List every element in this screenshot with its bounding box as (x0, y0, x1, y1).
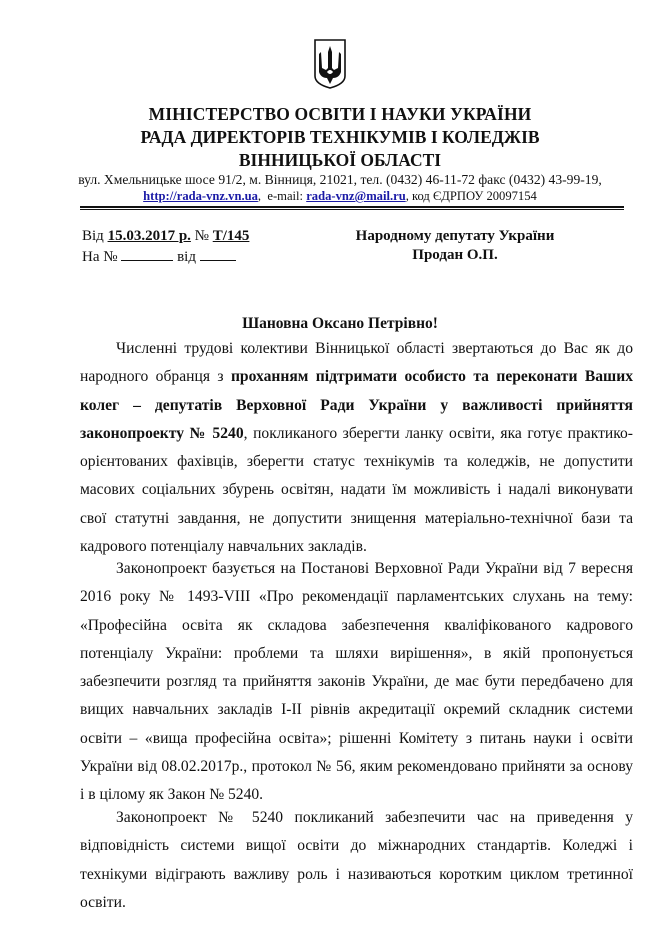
ministry-title: МІНІСТЕРСТВО ОСВІТИ І НАУКИ УКРАЇНИ (148, 104, 532, 124)
letter-number: Т/145 (212, 228, 250, 244)
number-sign: № (194, 228, 209, 244)
paragraph-2-text: Законопроект базується на Постанові Верховної Ради України від 7 вересня 2016 року № 1493-VIII «Про рекомендації парламентських слухань на тему: «Професійна освіта як складова забезпечення кваліфікованого кадрового потенціалу України: проблеми та шляхи вирішення», в якій пропонується забезпечити розгляд та прийняття законів України, де має бути передбачено для вищих навчальних закладів І-ІІ рівнів акредитації окремий складник системи освіти – «вища професійна освіта»; рішенні Комітету з питань науки і освіти України від 08.02.2017р., протокол № 56, яким рекомендовано прийняти за основу і в цілому як Закон № 5240. (80, 560, 633, 804)
paragraph-1-intro: Численні трудові колективи Вінницької області звертаються до Вас як до народного обранця з (80, 340, 633, 386)
edrpou-code: код ЄДРПОУ 20097154 (412, 189, 537, 203)
trident-coat-of-arms-icon (313, 38, 347, 90)
addressee-position: Народному депутату України (355, 228, 555, 244)
email-label: e-mail: (267, 189, 304, 203)
outgoing-reference (82, 228, 249, 245)
website-link[interactable]: http://rada-vnz.vn.ua (143, 189, 258, 203)
paragraph-3 (80, 804, 633, 917)
region-title: ВІННИЦЬКОЇ ОБЛАСТІ (238, 150, 442, 170)
paragraph-1-request: проханням підтримати особисто та переконати Ваших колег – депутатів Верховної Ради України у важливості прийняття законопроекту № 5240 (80, 368, 633, 442)
contact-line: http://rada-vnz.vn.ua, e-mail: rada-vnz@mail.ru, код ЄДРПОУ 20097154 (143, 189, 537, 203)
paragraph-2 (80, 555, 633, 810)
incoming-reference (82, 246, 236, 266)
council-title: РАДА ДИРЕКТОРІВ ТЕХНІКУМІВ І КОЛЕДЖІВ (140, 127, 540, 147)
postal-address: вул. Хмельницьке шосе 91/2, м. Вінниця, 21021, тел. (0432) 46-11-72 факс (0432) 43-99-19, (78, 172, 602, 187)
paragraph-1 (80, 335, 633, 561)
paragraph-1-rest: , покликаного зберегти ланку освіти, яка готує практико-орієнтованих фахівців, зберегти статус технікумів та коледжів, не допустити масових соціальних збурень освітян, надати їм можливість і надалі виконувати свої статутні завдання, не допустити знищення матеріально-технічної бази та кадрового потенціалу навчальних закладів. (80, 424, 634, 556)
reply-label: На № (82, 249, 118, 265)
addressee-name: Продан О.П. (412, 247, 498, 263)
header-divider (80, 206, 624, 210)
reply-date-blank (200, 246, 236, 261)
letter-date: 15.03.2017 р. (107, 228, 191, 244)
email-link[interactable]: rada-vnz@mail.ru (306, 189, 406, 203)
reply-number-blank (121, 246, 173, 261)
salutation: Шановна Оксано Петрівно! (242, 315, 438, 332)
paragraph-3-text: Законопроект № 5240 покликаний забезпечити час на приведення у відповідність системи вищої освіти до міжнародних стандартів. Коледжі і технікуми відіграють важливу роль і називаються коротким циклом третинної освіти. (80, 809, 633, 911)
from-label: Від (82, 228, 104, 244)
reply-from-label: від (177, 249, 196, 265)
